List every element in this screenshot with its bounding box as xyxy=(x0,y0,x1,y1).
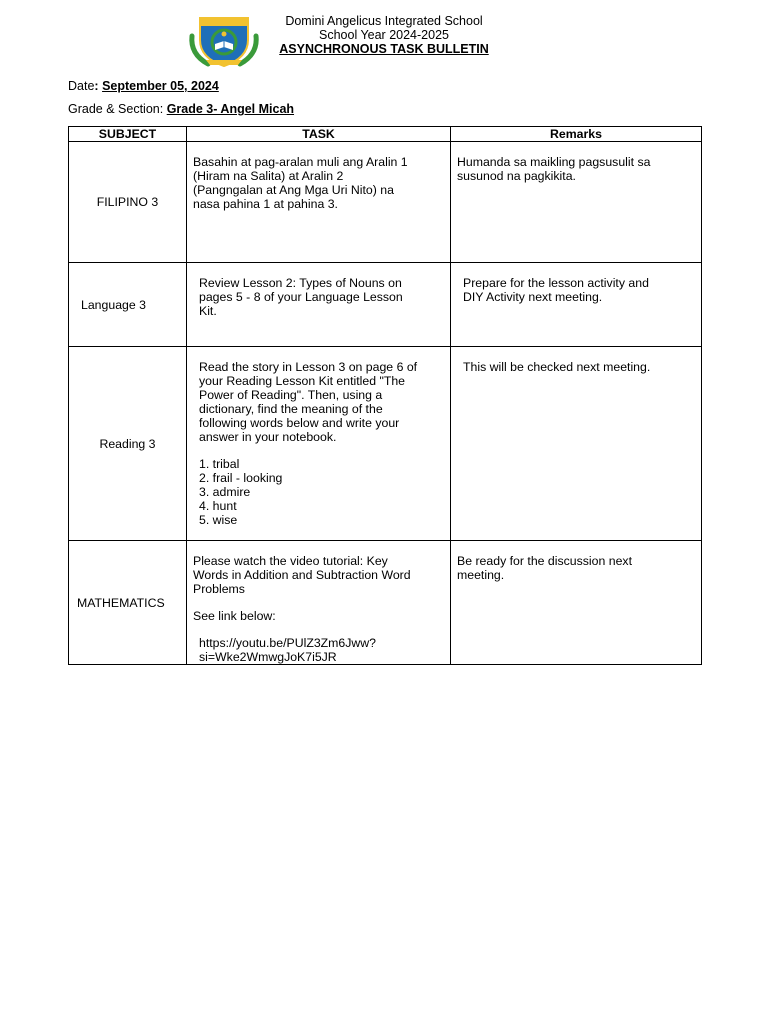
task-line: Please watch the video tutorial: Key xyxy=(193,554,388,568)
remarks-line: This will be checked next meeting. xyxy=(463,360,651,374)
table-row xyxy=(69,263,702,347)
subject-cell: Language 3 xyxy=(69,263,187,347)
task-line: nasa pahina 1 at pahina 3. xyxy=(193,197,338,211)
task-line: answer in your notebook. xyxy=(199,430,337,444)
list-item: 1. tribal xyxy=(199,457,240,471)
remarks-cell xyxy=(451,142,702,263)
date-value: September 05, 2024 xyxy=(102,79,219,93)
remarks-line: Be ready for the discussion next xyxy=(457,554,632,568)
task-line: following words below and write your xyxy=(199,416,400,430)
table-header-row xyxy=(69,127,702,142)
task-line: Read the story in Lesson 3 on page 6 of xyxy=(199,360,418,374)
task-line: Power of Reading". Then, using a xyxy=(199,388,383,402)
table-row xyxy=(69,541,702,665)
word-list xyxy=(199,457,444,527)
school-name: Domini Angelicus Integrated School xyxy=(285,14,483,28)
subject-cell: Reading 3 xyxy=(69,347,187,541)
header-remarks: Remarks xyxy=(451,127,702,142)
remarks-line: DIY Activity next meeting. xyxy=(463,290,603,304)
task-line: Words in Addition and Subtraction Word xyxy=(193,568,411,582)
remarks-line: meeting. xyxy=(457,568,505,582)
remarks-line: susunod na pagkikita. xyxy=(457,169,576,183)
list-item: 4. hunt xyxy=(199,499,237,513)
task-cell xyxy=(187,347,451,541)
task-cell xyxy=(187,541,451,665)
task-cell xyxy=(187,263,451,347)
remarks-cell xyxy=(451,347,702,541)
task-line: Kit. xyxy=(199,304,217,318)
date-label: Date xyxy=(68,79,95,93)
remarks-cell xyxy=(451,541,702,665)
school-header xyxy=(250,14,518,56)
subject-cell: FILIPINO 3 xyxy=(69,142,187,263)
list-item: 3. admire xyxy=(199,485,251,499)
task-table xyxy=(68,126,702,665)
task-line: (Pangngalan at Ang Mga Uri Nito) na xyxy=(193,183,394,197)
task-line: Review Lesson 2: Types of Nouns on xyxy=(199,276,402,290)
school-year: School Year 2024-2025 xyxy=(319,28,449,42)
list-item: 5. wise xyxy=(199,513,238,527)
table-row xyxy=(69,347,702,541)
task-line: (Hiram na Salita) at Aralin 2 xyxy=(193,169,344,183)
remarks-line: Prepare for the lesson activity and xyxy=(463,276,649,290)
task-cell xyxy=(187,142,451,263)
task-line: pages 5 - 8 of your Language Lesson xyxy=(199,290,403,304)
remarks-line: Humanda sa maikling pagsusulit sa xyxy=(457,155,651,169)
see-link-text: See link below: xyxy=(193,609,276,623)
list-item: 2. frail - looking xyxy=(199,471,283,485)
video-link[interactable]: https://youtu.be/PUlZ3Zm6Jww? xyxy=(199,636,377,650)
grade-value: Grade 3- Angel Micah xyxy=(166,102,295,116)
table-row xyxy=(69,142,702,263)
task-line: Problems xyxy=(193,582,245,596)
date-colon: : xyxy=(94,79,99,93)
grade-label: Grade & Section: xyxy=(68,102,164,116)
date-line xyxy=(68,79,219,94)
task-line: your Reading Lesson Kit entitled "The xyxy=(199,374,406,388)
video-link-continued[interactable]: si=Wke2WmwgJoK7i5JR xyxy=(199,650,337,664)
task-line: dictionary, find the meaning of the xyxy=(199,402,383,416)
remarks-cell xyxy=(451,263,702,347)
grade-section-line xyxy=(68,102,294,117)
header-task: TASK xyxy=(187,127,451,142)
task-line: Basahin at pag-aralan muli ang Aralin 1 xyxy=(193,155,408,169)
subject-cell: MATHEMATICS xyxy=(69,541,187,665)
bulletin-title: ASYNCHRONOUS TASK BULLETIN xyxy=(279,42,489,56)
header-subject: SUBJECT xyxy=(69,127,187,142)
